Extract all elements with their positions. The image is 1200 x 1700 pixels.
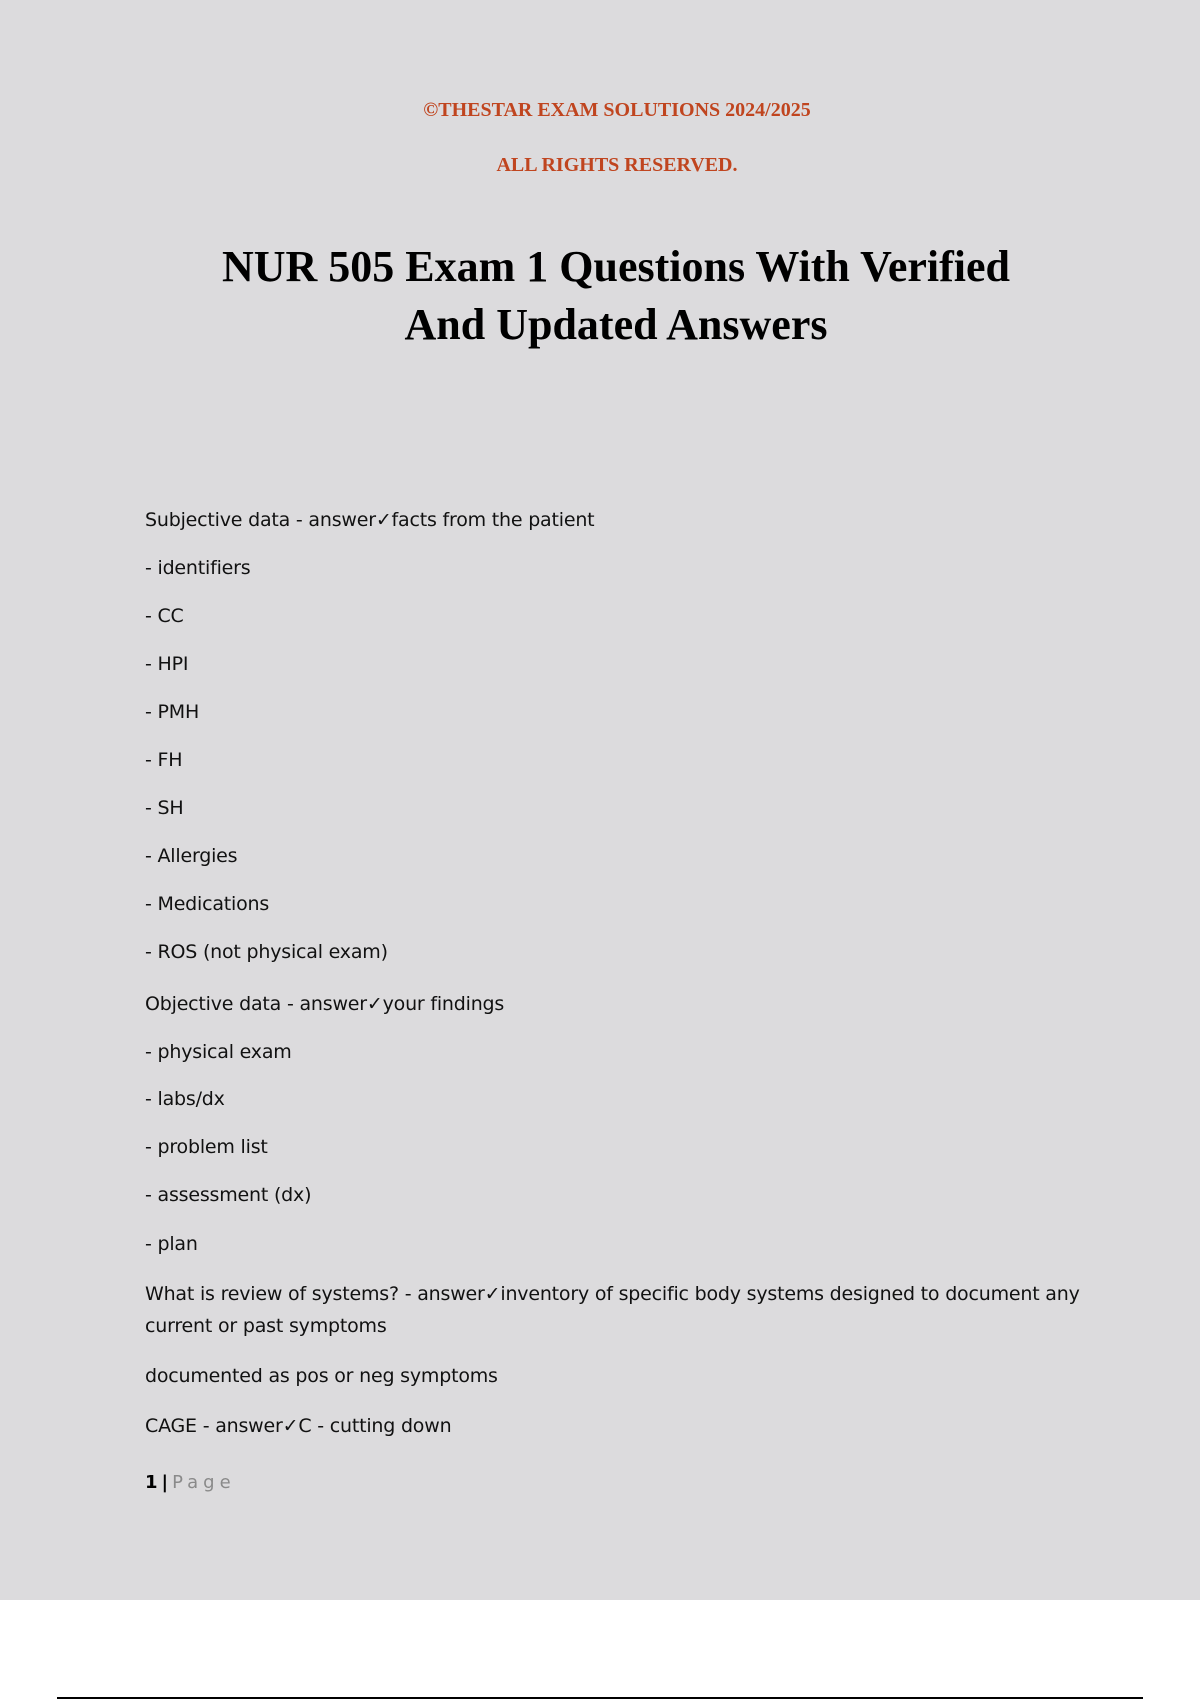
body-line: Objective data - answer✓your findings: [145, 993, 505, 1015]
body-line: - assessment (dx): [145, 1184, 312, 1206]
document-title: [0, 238, 1200, 354]
body-line: - ROS (not physical exam): [145, 941, 388, 963]
body-line: - Allergies: [145, 845, 238, 867]
body-line: - Medications: [145, 893, 270, 915]
body-line: - labs/dx: [145, 1088, 225, 1110]
rights-notice: ALL RIGHTS RESERVED.: [496, 154, 738, 176]
page-footer: [145, 1472, 236, 1493]
body-line: - physical exam: [145, 1041, 292, 1063]
body-line: Subjective data - answer✓facts from the patient: [145, 509, 595, 531]
body-line: - identifiers: [145, 557, 251, 579]
body-line: documented as pos or neg symptoms: [145, 1365, 498, 1387]
body-line: - CC: [145, 605, 184, 627]
body-line: CAGE - answer✓C - cutting down: [145, 1415, 452, 1437]
body-line: - PMH: [145, 701, 200, 723]
body-line: - SH: [145, 797, 184, 819]
copyright-notice: ©THESTAR EXAM SOLUTIONS 2024/2025: [423, 99, 811, 121]
title-line-2: And Updated Answers: [404, 300, 828, 349]
page-label: Page: [172, 1472, 236, 1493]
body-line: - plan: [145, 1233, 198, 1255]
page-number: 1: [145, 1472, 158, 1493]
body-line: What is review of systems? - answer✓inventory of specific body systems designed to document any current or past symptoms: [145, 1283, 1080, 1337]
body-line: - problem list: [145, 1136, 268, 1158]
title-line-1: NUR 505 Exam 1 Questions With Verified: [221, 242, 1010, 291]
body-line: - HPI: [145, 653, 189, 675]
body-line: - FH: [145, 749, 183, 771]
footer-separator: |: [161, 1472, 169, 1493]
divider: [57, 1697, 1143, 1699]
